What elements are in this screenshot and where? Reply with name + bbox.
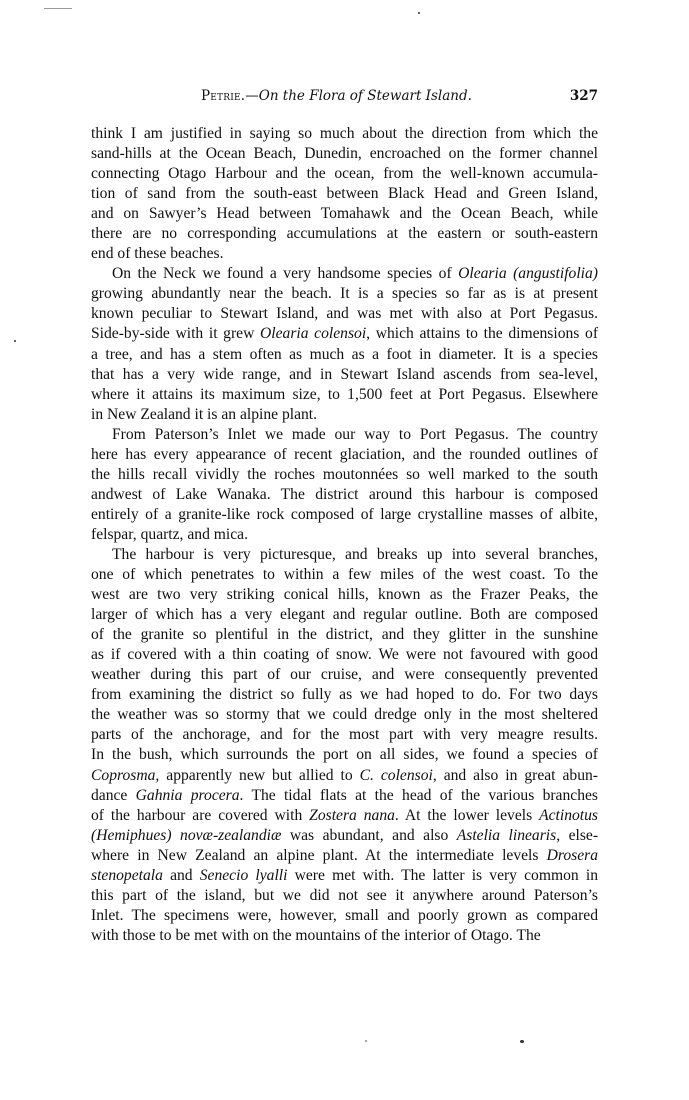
text-run: where it attains its maximum size, to 1,500 feet at Port Pegasus. Elsewhere: [91, 385, 598, 403]
italic-text: C. colensoi: [359, 766, 433, 784]
text-line: [91, 625, 598, 645]
text-run: weather during this part of our cruise, and were consequently prevented: [91, 666, 598, 684]
text-line: [91, 365, 598, 385]
italic-text: Gahnia procera: [135, 786, 240, 804]
text-line: [91, 144, 598, 164]
text-line: [91, 906, 598, 926]
italic-text: Olearia colensoi: [260, 325, 367, 343]
text-run: known peculiar to Stewart Island, and was met with also at Port Pegasus.: [91, 305, 598, 323]
text-run: end of these beaches.: [91, 245, 224, 263]
text-run: The harbour is very picturesque, and breaks up into several branches,: [112, 545, 598, 563]
text-run: In the bush, which surrounds the port on all sides, we found a species of: [91, 746, 598, 764]
text-run: Side-by-side with it grew: [91, 325, 261, 343]
text-run: with those to be met with on the mountains of the interior of Otago. The: [91, 926, 541, 944]
text-run: one of which penetrates to within a few miles of the west coast. To the: [91, 566, 598, 584]
italic-text: Drosera: [546, 846, 598, 864]
text-line: [91, 405, 598, 425]
text-line: [91, 224, 598, 244]
text-run: from examining the district so fully as we had hoped to do. For two days: [91, 686, 598, 704]
text-line: [91, 385, 598, 405]
text-line: [91, 425, 598, 445]
scan-speck: [365, 1040, 367, 1042]
text-run: . At the lower levels: [394, 806, 540, 824]
text-run: were met with. The latter is very common in: [287, 866, 598, 884]
text-run: sand-hills at the Ocean Beach, Dunedin, encroached on the former channel: [91, 145, 598, 163]
paragraph: [91, 425, 598, 545]
text-run: tion of sand from the south-east between Black Head and Green Island,: [91, 185, 598, 203]
italic-text: Senecio lyalli: [199, 866, 288, 884]
text-run: this part of the island, but we did not see it anywhere around Paterson’s: [91, 886, 598, 904]
text-line: [91, 826, 598, 846]
text-run: , apparently new but allied to: [155, 766, 360, 784]
header-author: Petrie.: [201, 88, 246, 104]
italic-text: Astelia linearis: [456, 826, 557, 844]
text-line: [91, 645, 598, 665]
text-run: entirely of a granite-like rock composed of large crystalline masses of albite,: [91, 505, 598, 523]
text-line: [91, 284, 598, 304]
text-run: was abundant, and also: [281, 826, 457, 844]
italic-text: Olearia (angustifolia): [458, 265, 598, 283]
italic-text: Coprosma: [91, 766, 156, 784]
text-line: [91, 324, 598, 344]
text-run: , which attains to the dimensions of: [366, 325, 599, 343]
text-line: [91, 605, 598, 625]
text-run: the weather was so stormy that we could dredge only in the most sheltered: [91, 706, 598, 724]
paragraph: [91, 124, 598, 264]
text-run: west are two very striking conical hills, known as the Frazer Peaks, the: [91, 586, 598, 604]
italic-text: (Hemiphues) novæ-zealandiæ: [91, 826, 282, 844]
text-run: think I am justified in saying so much about the direction from which the: [91, 125, 598, 142]
page-number: 327: [569, 88, 598, 104]
text-line: [91, 866, 598, 886]
text-line: [91, 806, 598, 826]
running-header: [91, 88, 598, 108]
text-run: as if covered with a thin coating of snow. We were not favoured with good: [91, 646, 598, 664]
text-run: On the Neck we found a very handsome species of: [112, 265, 459, 283]
text-run: where in New Zealand an alpine plant. At the intermediate levels: [91, 846, 547, 864]
text-run: andwest of Lake Wanaka. The district around this harbour is composed: [91, 485, 598, 503]
text-line: [91, 725, 598, 745]
text-line: [91, 124, 598, 144]
italic-text: stenopetala: [91, 866, 163, 884]
header-dash: —: [245, 88, 259, 104]
text-run: and: [162, 866, 200, 884]
text-line: [91, 204, 598, 224]
text-line: [91, 345, 598, 365]
scan-speck: [520, 1040, 524, 1043]
text-run: From Paterson’s Inlet we made our way to Port Pegasus. The country: [112, 425, 598, 443]
text-line: [91, 184, 598, 204]
italic-text: Zostera nana: [309, 806, 395, 824]
text-line: [91, 665, 598, 685]
text-run: Inlet. The specimens were, however, small and poorly grown as compared: [91, 906, 598, 924]
text-line: [91, 465, 598, 485]
scan-speck: [14, 340, 16, 342]
text-line: [91, 565, 598, 585]
text-run: larger of which has a very elegant and regular outline. Both are composed: [91, 606, 598, 624]
text-run: there are no corresponding accumulations at the eastern or south-eastern: [91, 225, 598, 243]
text-run: growing abundantly near the beach. It is a species so far as is at present: [91, 285, 598, 303]
text-line: [91, 304, 598, 324]
text-run: of the harbour are covered with: [91, 806, 310, 824]
scan-speck: [418, 12, 420, 14]
text-line: [91, 445, 598, 465]
body-text: [91, 124, 598, 946]
text-line: [91, 164, 598, 184]
text-line: [91, 786, 598, 806]
text-line: [91, 505, 598, 525]
text-line: [91, 585, 598, 605]
scan-mark: [44, 8, 72, 9]
text-line: [91, 745, 598, 765]
text-run: that has a very wide range, and in Stewart Island ascends from sea-level,: [91, 365, 598, 383]
text-run: here has every appearance of recent glaciation, and the rounded outlines of: [91, 445, 598, 463]
text-run: of the granite so plentiful in the district, and they glitter in the sunshine: [91, 626, 598, 644]
text-line: [91, 485, 598, 505]
text-line: [91, 525, 598, 545]
text-run: a tree, and has a stem often as much as a foot in diameter. It is a species: [91, 345, 598, 363]
paragraph: [91, 545, 598, 946]
text-line: [91, 264, 598, 284]
text-run: parts of the anchorage, and for the most part with very meagre results.: [91, 726, 598, 744]
italic-text: Actinotus: [539, 806, 598, 824]
running-title: [201, 88, 472, 104]
text-run: the hills recall vividly the roches moutonnées so well marked to the south: [91, 465, 598, 483]
text-line: [91, 766, 598, 786]
text-line: [91, 244, 598, 264]
header-title: On the Flora of Stewart Island.: [258, 88, 472, 104]
text-run: and on Sawyer’s Head between Tomahawk and the Ocean Beach, while: [91, 205, 598, 223]
text-line: [91, 545, 598, 565]
text-line: [91, 886, 598, 906]
text-run: connecting Otago Harbour and the ocean, from the well-known accumula-: [91, 165, 598, 183]
text-run: in New Zealand it is an alpine plant.: [91, 405, 318, 423]
text-run: felspar, quartz, and mica.: [91, 525, 248, 543]
paragraph: [91, 264, 598, 424]
text-run: , and also in great abun-: [432, 766, 598, 784]
text-run: , else-: [556, 826, 599, 844]
text-line: [91, 685, 598, 705]
text-run: dance: [91, 786, 136, 804]
text-line: [91, 705, 598, 725]
text-run: . The tidal flats at the head of the various branches: [239, 786, 598, 804]
text-line: [91, 926, 598, 946]
text-line: [91, 846, 598, 866]
